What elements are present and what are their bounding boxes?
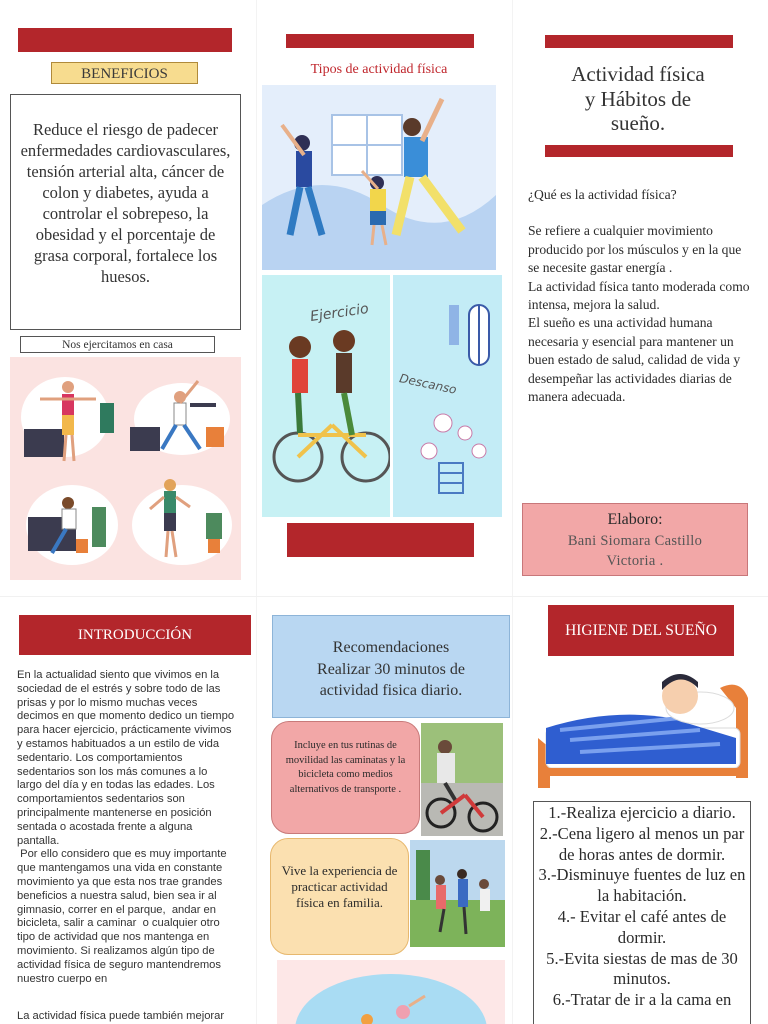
actividad-description [528, 186, 750, 406]
ejercicio-illustration [262, 275, 390, 517]
tip-bicicleta: Incluye en tus rutinas de movilidad las caminatas y la bicicleta como medios alternativos de transporte . [271, 721, 420, 834]
sleeping-child-illustration [530, 668, 752, 800]
higiene-item: 1.-Realiza ejercicio a diario. [548, 803, 736, 822]
family-photo [410, 840, 505, 947]
higiene-item: 2.-Cena ligero al menos un par de horas antes de dormir. [539, 823, 745, 864]
higiene-item: 5.-Evita siestas de mas de 30 minutos. [546, 948, 738, 989]
home-exercise-illustration [10, 357, 241, 580]
tip-familia: Vive la experiencia de practicar actividad física en familia. [270, 838, 409, 955]
top-red-bar [18, 28, 232, 52]
higiene-item: 4.- Evitar el café antes de dormir. [557, 906, 727, 947]
recomendaciones-line: actividad fisica diario. [319, 682, 463, 699]
question-heading: ¿Qué es la actividad física? [528, 187, 677, 202]
paragraph: La actividad física tanto moderada como intensa, mejora la salud. [528, 278, 750, 313]
recomendaciones-line: Realizar 30 minutos de [317, 660, 465, 678]
higiene-title: HIGIENE DEL SUEÑO [548, 605, 734, 656]
main-title-line: Actividad física [571, 62, 705, 86]
descanso-illustration [393, 275, 502, 517]
higiene-item: 6.-Tratar de ir a la cama en [552, 990, 732, 1010]
descanso-label: Descanso [398, 371, 458, 397]
paragraph: El sueño es una actividad humana necesaria y esencial para mantener un buen estado de salud, calidad de vida y desempeñar las actividades diarias de manera adecuada. [528, 315, 741, 405]
introduccion-text [17, 669, 235, 1017]
recomendaciones-box [272, 615, 510, 718]
introduccion-title: INTRODUCCIÓN [19, 615, 251, 655]
top-red-bar [545, 35, 733, 48]
family-exercise-illustration [262, 85, 496, 270]
panel-divider [512, 0, 513, 1024]
main-title [528, 62, 748, 136]
paragraph: Por ello considero que es muy importante que mantengamos una vida en constante movimiento ya que esta nos trae grandes beneficios a nuestra salud, bien sea ir al gimnasio, correr en el parque, andar en bicicleta, salir a caminar o cualquier otro tipo de actividad que nos mantenga en movimiento. Si realizamos algún tipo de actividad física de seguro mantendremos nuestro cuerpo en [17, 848, 230, 985]
page-fold [0, 596, 768, 597]
tipos-title: Tipos de actividad física [310, 62, 448, 77]
main-title-line: sueño. [610, 111, 666, 135]
author-name: Bani Siomara Castillo [567, 533, 703, 549]
panel-divider [256, 0, 257, 1024]
exercise-figure-3 [26, 485, 118, 565]
elaboro-label: Elaboro: [607, 511, 663, 528]
overlapping-text: La actividad física puede también mejorar [17, 1010, 225, 1022]
ejercitamos-label: Nos ejercitamos en casa [20, 336, 215, 353]
paragraph: Se refiere a cualquier movimiento producido por los músculos y en la que se necesite gastar energía . [528, 223, 742, 276]
author-name: Victoria . [606, 553, 664, 569]
main-title-line: y Hábitos de [584, 86, 692, 111]
beneficios-label: BENEFICIOS [51, 62, 198, 84]
bicycle-photo [421, 723, 503, 836]
higiene-list [533, 801, 751, 1024]
exercise-cartoon [277, 960, 505, 1024]
title-red-bar [545, 145, 733, 157]
exercise-figure-2 [130, 381, 230, 455]
bottom-red-bar [287, 523, 474, 557]
recomendaciones-line: Recomendaciones [332, 639, 450, 656]
exercise-figure-1 [21, 377, 114, 461]
top-red-bar [286, 34, 474, 48]
ejercicio-label: Ejercicio [309, 300, 370, 326]
exercise-figure-4 [132, 479, 232, 565]
higiene-item: 3.-Disminuye fuentes de luz en la habitación. [538, 865, 746, 906]
elaboro-box [522, 503, 748, 576]
paragraph: En la actualidad siento que vivimos en la sociedad de el estrés y sobre todo de las prisas y por lo mismo muchas veces decimos en que momento dedico un tiempo para hacer ejercicio, prácticamente vivimos y estamos habituados a un estilo de vida sedentario. Los comportamientos sedentarios son los más comunes a lo largo del día y en todas las edades. Los comportamientos sedentarios son principalmente mantenerse en posición sentada o acostada frente a alguna pantalla. [17, 669, 235, 847]
beneficios-text: Reduce el riesgo de padecer enfermedades cardiovasculares, tensión arterial alta, cáncer de colon y diabetes, ayuda a controlar el sobrepeso, la obesidad y el porcentaje de grasa corporal, fortalece los huesos. [10, 94, 241, 330]
